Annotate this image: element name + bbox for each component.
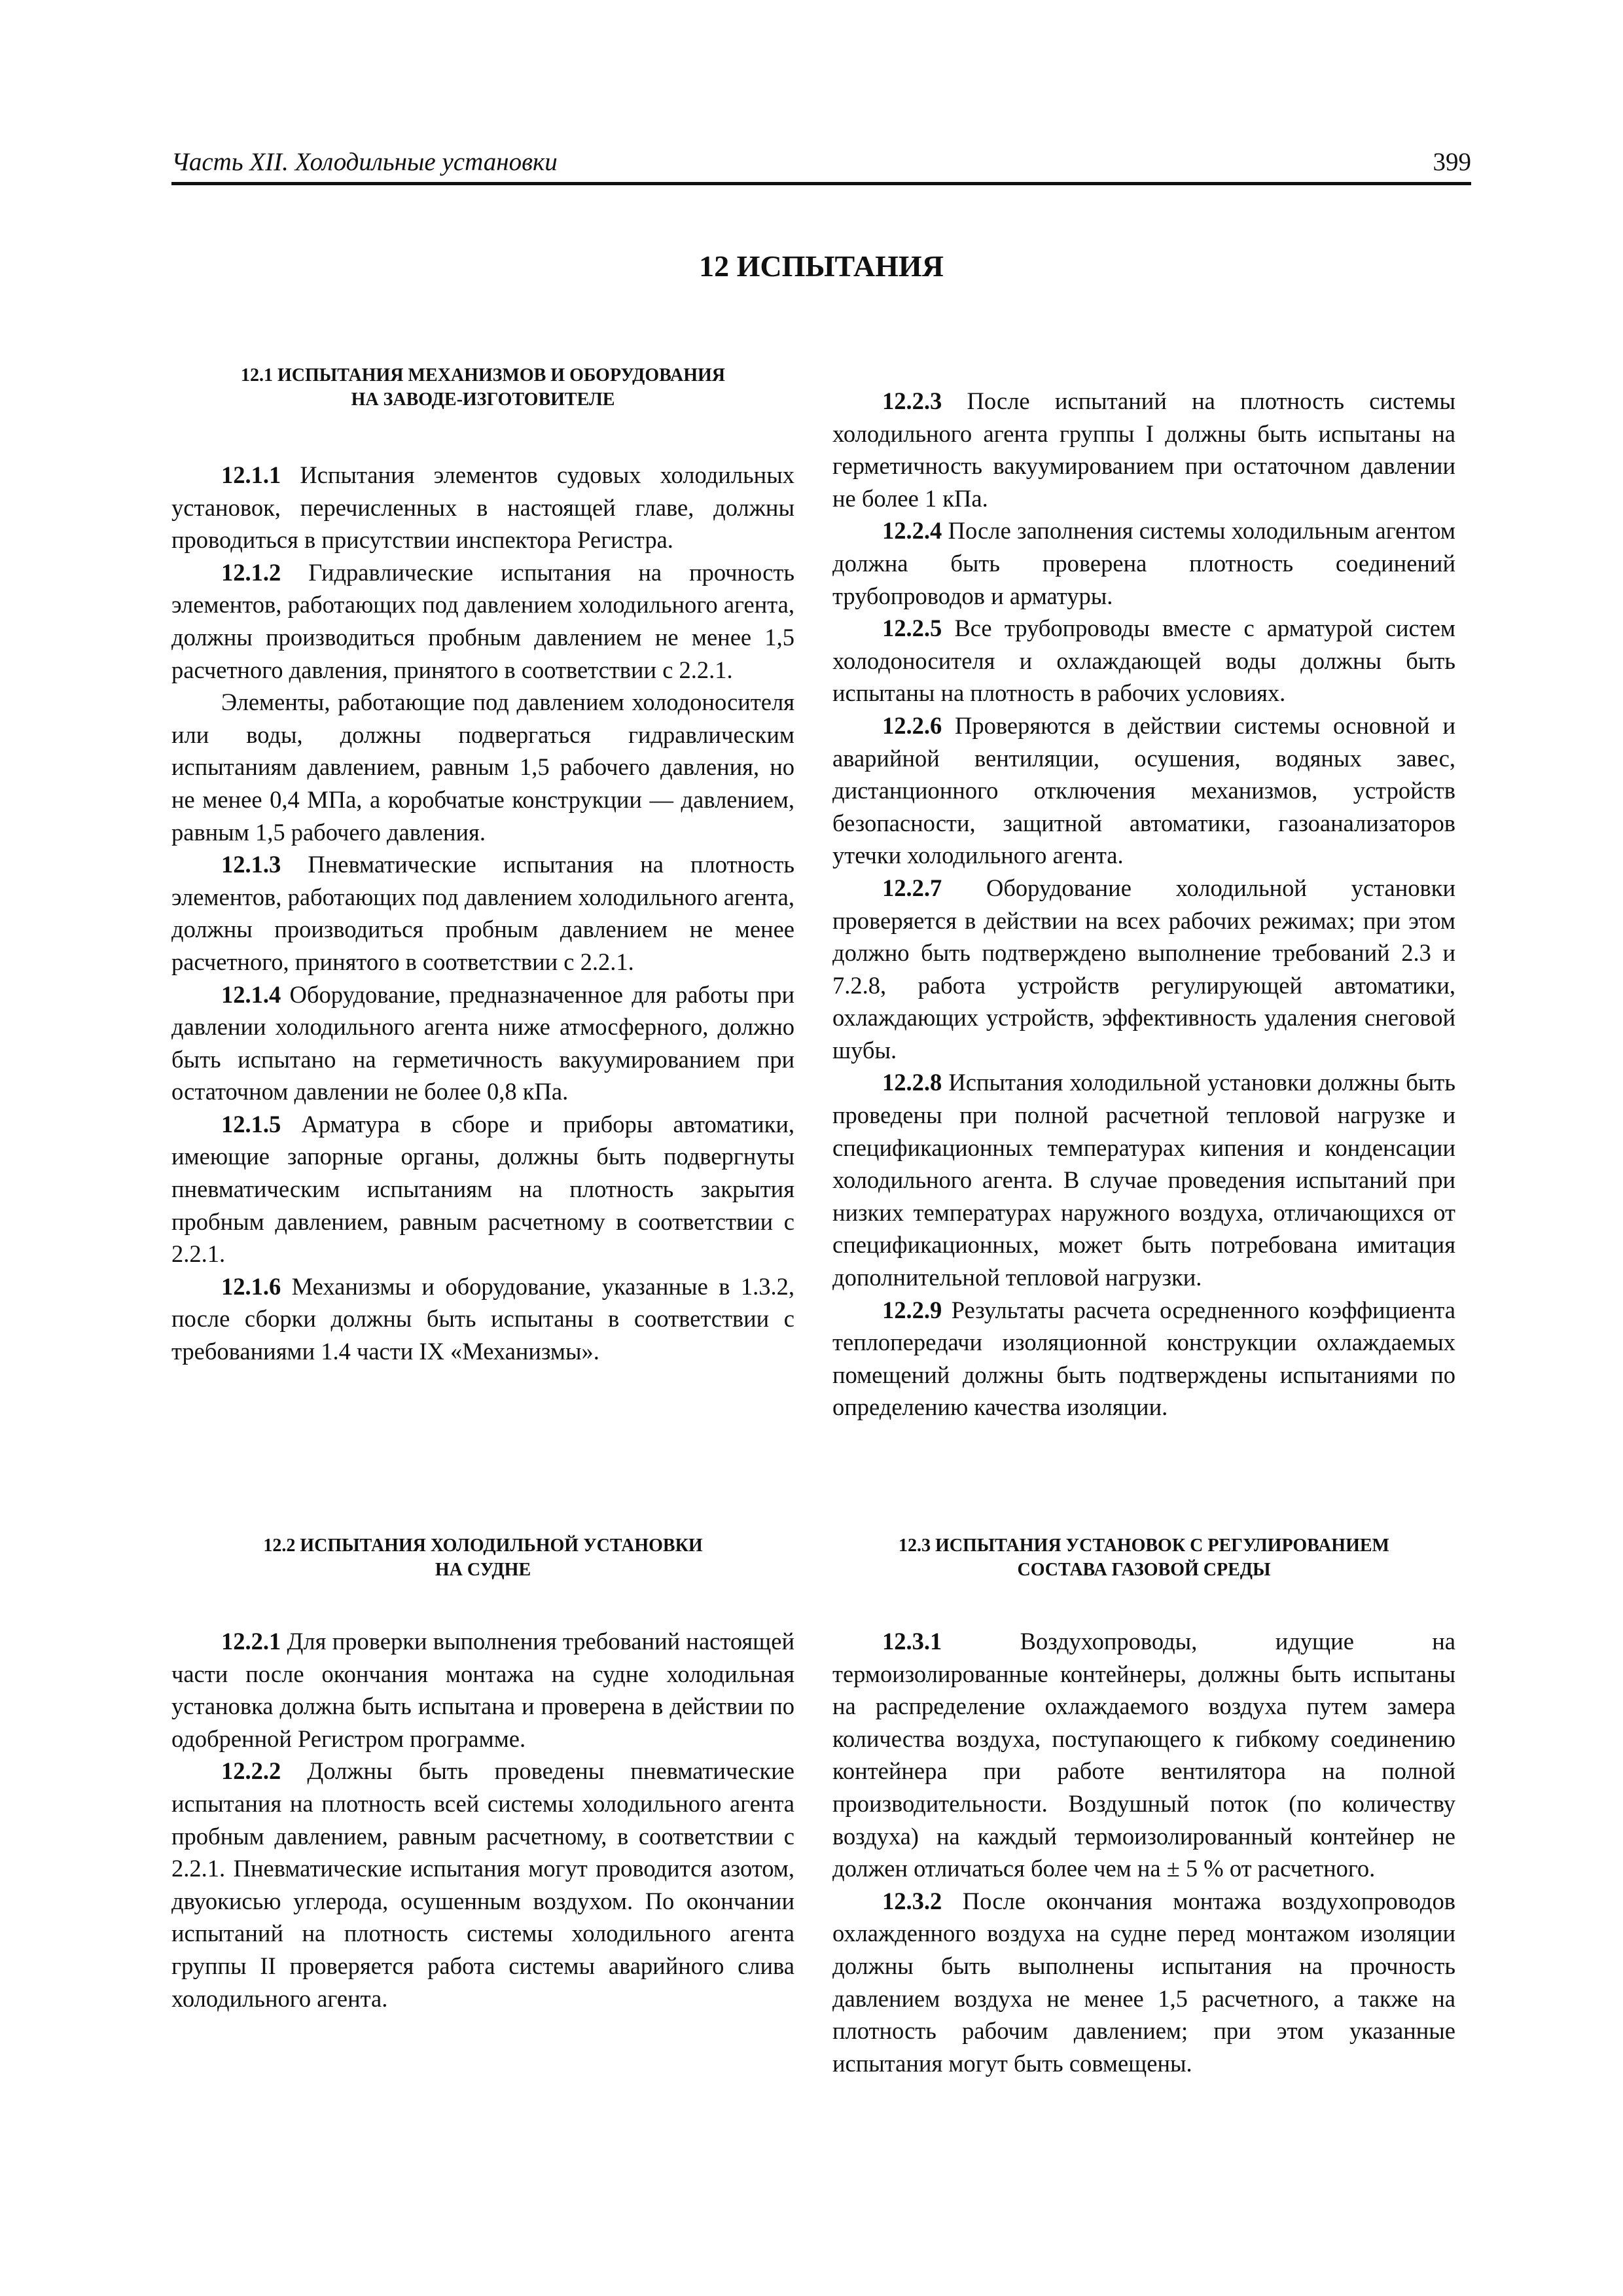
clause-number: 12.3.1: [882, 1628, 942, 1655]
clause-text: Для проверки выполнения требований настоящей части после окончания монтажа на судне холодильная установка должна быть испытана и проверена в действии по одобренной Регистром программе.: [171, 1628, 794, 1752]
section-12-3: [832, 1534, 1455, 2079]
clause-text: Должны быть проведены пневматические испытания на плотность всей системы холодильного агента пробным давлением, равным расчетному, в соответствии с 2.2.1. Пневматические испытания могут проводится азотом, двуокисью углерода, осушенным воздухом. По окончании испытаний на плотность системы холодильного агента группы II проверяется работа системы аварийного слива холодильного агента.: [171, 1757, 794, 2012]
paragraph: [171, 1108, 794, 1270]
clause-number: 12.2.6: [882, 711, 942, 739]
paragraph: [832, 872, 1455, 1067]
clause-text: Элементы, работающие под давлением холодоносителя или воды, должны подвергаться гидравлическим испытаниям давлением, равным 1,5 рабочего давления, но не менее 0,4 МПа, а коробчатые конструкции — давлением, равным 1,5 рабочего давления.: [171, 689, 794, 846]
paragraph: [832, 514, 1455, 612]
section-title-line: НА СУДНЕ: [435, 1560, 531, 1580]
paragraph: [171, 459, 794, 556]
paragraph: [832, 1625, 1455, 1885]
clause-text: После окончания монтажа воздухопроводов охлажденного воздуха на судне перед монтажом изоляции должны быть выполнены испытания на прочность давлением воздуха не менее 1,5 расчетного, а также на плотность рабочим давлением; при этом указанные испытания могут быть совмещены.: [832, 1887, 1455, 2077]
clause-text: Результаты расчета осредненного коэффициента теплопередачи изоляционной конструкции охлаждаемых помещений должны быть подтверждены испытаниями по определению качества изоляции.: [832, 1296, 1455, 1421]
clause-text: Арматура в сборе и приборы автоматики, имеющие запорные органы, должны быть подвергнуты пневматическим испытаниям на плотность закрытия пробным давлением, равным расчетному в соответствии с 2.2.1.: [171, 1110, 794, 1268]
paragraph: [171, 848, 794, 978]
section-title-line: 12.1 ИСПЫТАНИЯ МЕХАНИЗМОВ И ОБОРУДОВАНИЯ: [240, 365, 726, 386]
part-title: Часть XII. Холодильные установки: [171, 148, 558, 176]
clause-text: Испытания холодильной установки должны быть проведены при полной расчетной тепловой нагрузке и спецификационных температурах кипения и конденсации холодильного агента. В случае проведения испытаний при низких температурах наружного воздуха, отличающихся от спецификационных, может быть потребована имитация дополнительной тепловой нагрузки.: [832, 1069, 1455, 1291]
paragraph: [171, 1270, 794, 1368]
clause-text: Оборудование холодильной установки проверяется в действии на всех рабочих режимах; при этом должно быть подтверждено выполнение требований 2.3 и 7.2.8, работа устройств регулирующей автоматики, охлаждающих устройств, эффективность удаления снеговой шубы.: [832, 874, 1455, 1064]
paragraph: [832, 1066, 1455, 1293]
clause-number: 12.1.6: [221, 1272, 281, 1300]
clause-text: Воздухопроводы, идущие на термоизолированные контейнеры, должны быть испытаны на распределение охлаждаемого воздуха путем замера количества воздуха, поступающего к гибкому соединению контейнера при работе вентилятора на полной производительности. Воздушный поток (по количеству воздуха) на каждый термоизолированный контейнер не должен отличаться более чем на ± 5 % от расчетного.: [832, 1628, 1455, 1882]
clause-text: После заполнения системы холодильным агентом должна быть проверена плотность соединений трубопроводов и арматуры.: [832, 517, 1455, 609]
paragraph: [832, 385, 1455, 514]
clause-number: 12.2.8: [882, 1069, 942, 1096]
running-header: [171, 143, 1471, 185]
clause-text: Все трубопроводы вместе с арматурой систем холодоносителя и охлаждающей воды должны быть испытаны на плотность в рабочих условиях.: [832, 615, 1455, 707]
paragraph: [832, 1885, 1455, 2080]
clause-number: 12.1.1: [221, 461, 281, 488]
section-title-line: НА ЗАВОДЕ-ИЗГОТОВИТЕЛЕ: [351, 389, 615, 410]
clause-text: Оборудование, предназначенное для работы при давлении холодильного агента ниже атмосферного, должно быть испытано на герметичность вакуумированием при остаточном давлении не более 0,8 кПа.: [171, 980, 794, 1105]
section-12-2-part2: [832, 385, 1455, 1424]
clause-text: Гидравлические испытания на прочность элементов, работающих под давлением холодильного агента, должны производиться пробным давлением не менее 1,5 расчетного давления, принятого в соответствии с 2.2.1.: [171, 558, 794, 683]
clause-number: 12.2.2: [221, 1757, 281, 1785]
section-title: [171, 1534, 794, 1582]
paragraph: [171, 1755, 794, 2015]
clause-text: Испытания элементов судовых холодильных установок, перечисленных в настоящей главе, должны проводиться в присутствии инспектора Регистра.: [171, 461, 794, 554]
page-number: 399: [1433, 148, 1471, 176]
clause-number: 12.1.5: [221, 1110, 281, 1138]
clause-number: 12.3.2: [882, 1887, 942, 1914]
section-title-line: СОСТАВА ГАЗОВОЙ СРЕДЫ: [1017, 1560, 1271, 1580]
clause-number: 12.2.4: [882, 517, 942, 545]
section-12-1: [171, 363, 794, 1368]
section-title-line: 12.3 ИСПЫТАНИЯ УСТАНОВОК С РЕГУЛИРОВАНИЕМ: [899, 1535, 1389, 1556]
clause-number: 12.2.1: [221, 1628, 281, 1655]
section-title: [832, 1534, 1455, 1582]
paragraph: [832, 1294, 1455, 1424]
clause-text: Механизмы и оборудование, указанные в 1.3.2, после сборки должны быть испытаны в соответствии с требованиями 1.4 части IX «Механизмы».: [171, 1272, 794, 1365]
clause-text: После испытаний на плотность системы холодильного агента группы I должны быть испытаны на герметичность вакуумированием при остаточном давлении не более 1 кПа.: [832, 387, 1455, 512]
section-title: [171, 363, 794, 412]
clause-number: 12.2.7: [882, 874, 942, 901]
paragraph: [832, 709, 1455, 872]
clause-number: 12.2.5: [882, 615, 942, 642]
chapter-title: 12 ИСПЫТАНИЯ: [699, 249, 944, 283]
clause-number: 12.1.3: [221, 851, 281, 878]
clause-number: 12.2.9: [882, 1296, 942, 1323]
paragraph: [832, 612, 1455, 709]
clause-number: 12.1.2: [221, 558, 281, 586]
paragraph: [171, 556, 794, 686]
paragraph: [171, 1625, 794, 1755]
clause-number: 12.1.4: [221, 980, 281, 1008]
clause-number: 12.2.3: [882, 387, 942, 414]
section-title-line: 12.2 ИСПЫТАНИЯ ХОЛОДИЛЬНОЙ УСТАНОВКИ: [263, 1535, 703, 1556]
clause-text: Пневматические испытания на плотность элементов, работающих под давлением холодильного агента, должны производиться пробным давлением не менее расчетного, принятого в соответствии с 2.2.1.: [171, 851, 794, 975]
clause-text: Проверяются в действии системы основной и аварийной вентиляции, осушения, водяных завес, дистанционного отключения механизмов, устройств безопасности, защитной автоматики, газоанализаторов утечки холодильного агента.: [832, 711, 1455, 869]
paragraph: [171, 686, 794, 848]
section-12-2-part1: [171, 1534, 794, 2015]
paragraph: [171, 978, 794, 1108]
